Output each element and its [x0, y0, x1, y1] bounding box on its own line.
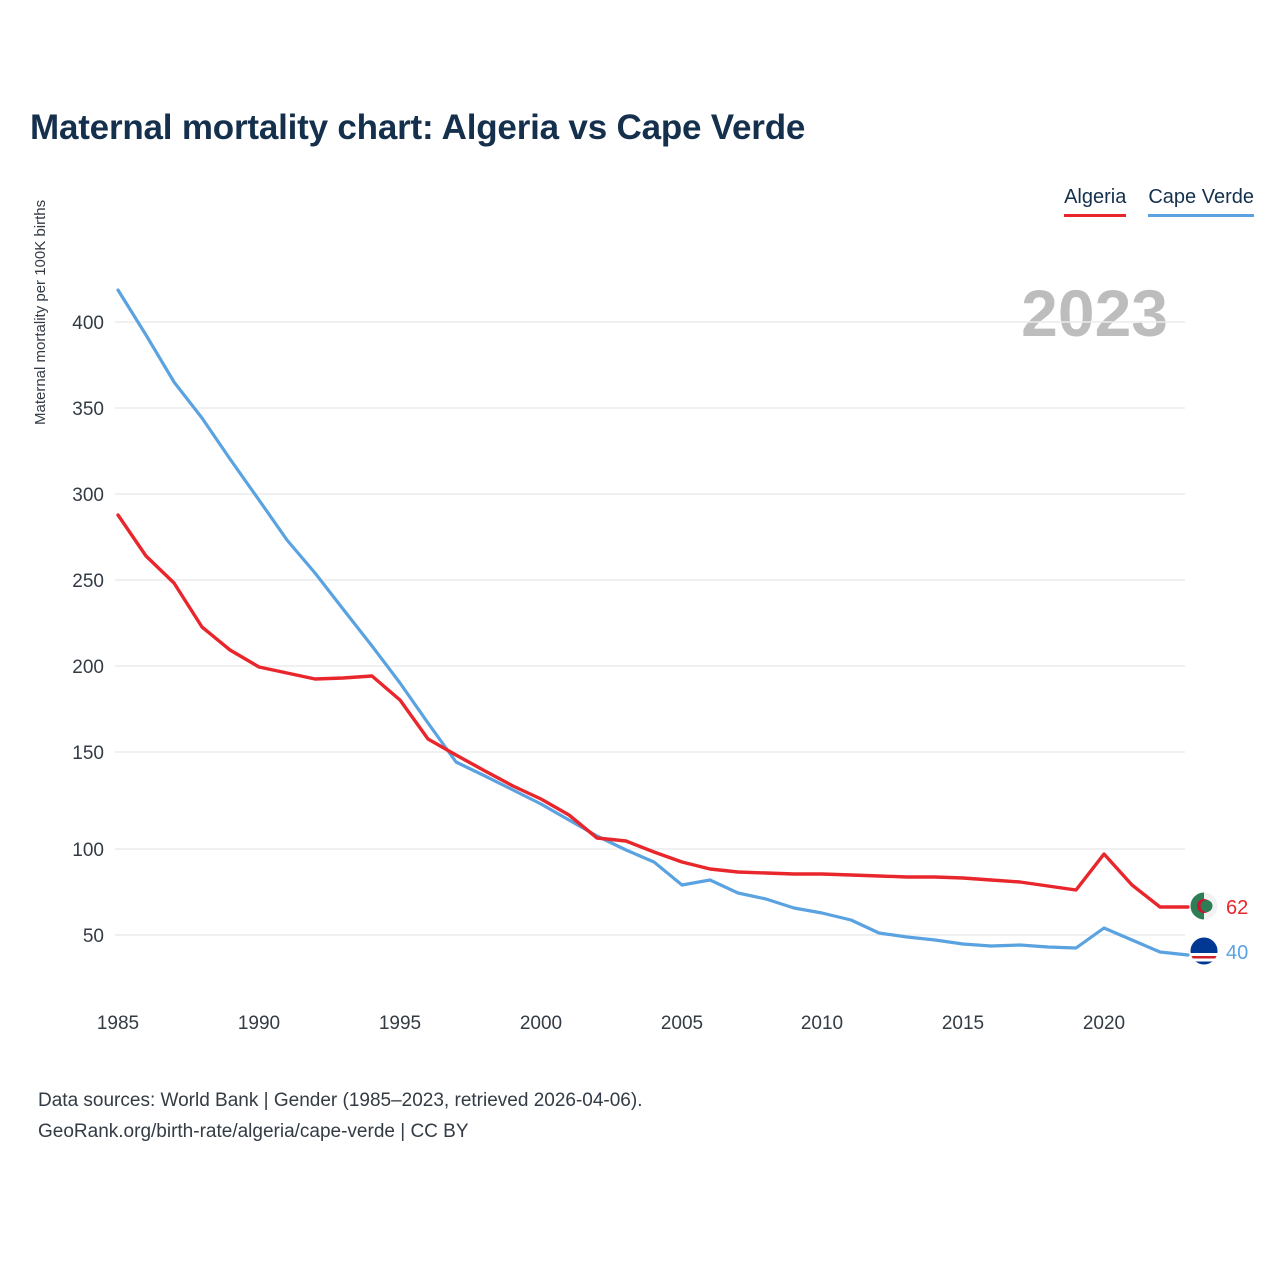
y-tick-250: 250	[72, 571, 104, 592]
footer-notes	[38, 1085, 642, 1148]
end-label-cape-verde: 40	[1226, 942, 1249, 964]
y-axis-ticks	[72, 313, 104, 947]
algeria-flag-marker	[1190, 892, 1218, 920]
series-line-cape-verde	[118, 290, 1188, 955]
y-tick-400: 400	[72, 313, 104, 334]
y-tick-350: 350	[72, 399, 104, 420]
x-axis-ticks	[97, 1013, 1125, 1034]
legend-item-cape-verde[interactable]: Cape Verde	[1148, 186, 1254, 217]
x-tick-1990: 1990	[237, 1013, 281, 1034]
footer-line-2: GeoRank.org/birth-rate/algeria/cape-verde | CC BY	[38, 1121, 469, 1143]
series-line-algeria	[118, 515, 1188, 907]
x-tick-2010: 2010	[800, 1013, 844, 1034]
y-tick-200: 200	[72, 657, 104, 678]
y-tick-50: 50	[82, 926, 104, 947]
gridlines	[115, 322, 1185, 935]
page-title: Maternal mortality chart: Algeria vs Cape Verde	[30, 108, 806, 147]
x-tick-2015: 2015	[941, 1013, 985, 1034]
x-tick-2020: 2020	[1082, 1013, 1126, 1034]
y-tick-150: 150	[72, 743, 104, 764]
cape-verde-flag-marker	[1190, 937, 1218, 965]
x-tick-1985: 1985	[96, 1013, 140, 1034]
footer-line-1: Data sources: World Bank | Gender (1985–2023, retrieved 2026-04-06).	[38, 1090, 643, 1111]
x-tick-1995: 1995	[378, 1013, 422, 1034]
year-watermark: 2023	[1021, 276, 1168, 350]
x-tick-2005: 2005	[660, 1013, 704, 1034]
y-axis-title: Maternal mortality per 100K births	[32, 199, 49, 425]
end-label-algeria: 62	[1226, 897, 1249, 919]
legend-item-algeria[interactable]: Algeria	[1064, 186, 1126, 217]
x-tick-2000: 2000	[519, 1013, 563, 1034]
y-tick-100: 100	[72, 840, 104, 861]
y-tick-300: 300	[72, 485, 104, 506]
